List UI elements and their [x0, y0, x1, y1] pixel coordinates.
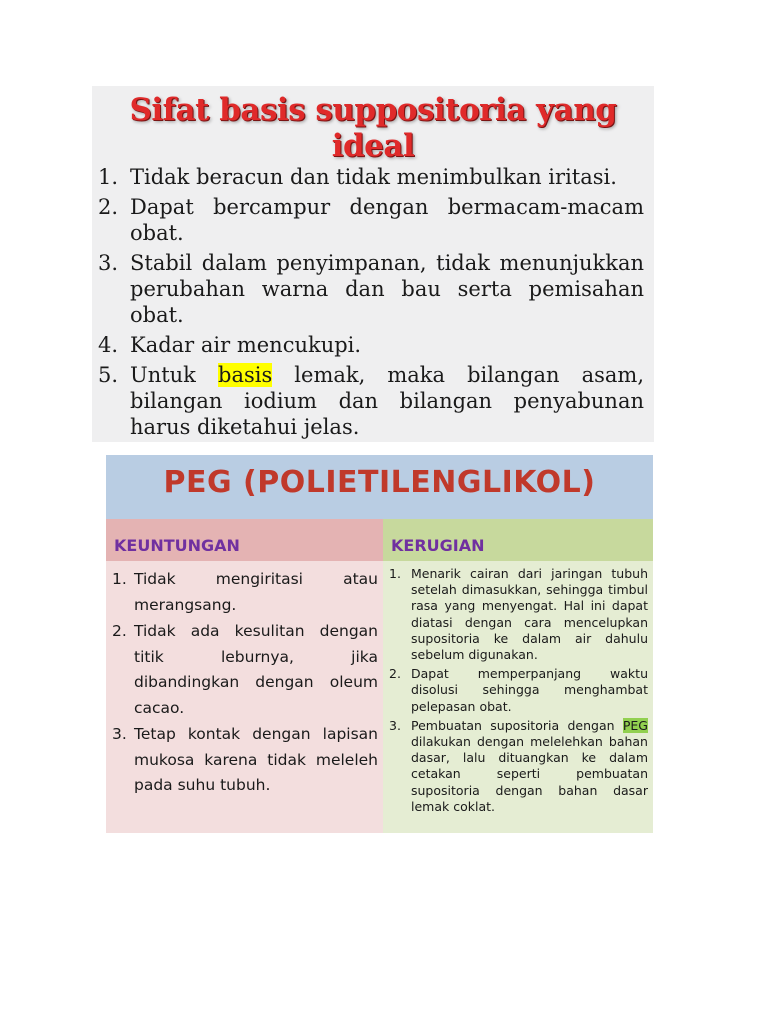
item-text: Tidak ada kesulitan dengan titik leburnya, jika dibandingkan dengan oleum cacao.	[134, 622, 378, 717]
item-text: Tetap kontak dengan lapisan mukosa karena tidak meleleh pada suhu tubuh.	[134, 725, 378, 794]
advantages-list	[112, 567, 378, 800]
item-number: 3.	[98, 251, 119, 275]
item-text-pre: Pembuatan supositoria dengan	[411, 717, 623, 733]
highlighted-word: basis	[218, 363, 273, 387]
list-item	[92, 332, 644, 358]
item-text: Tidak mengiritasi atau merangsang.	[134, 570, 378, 614]
advantages-column	[106, 519, 383, 833]
item-number: 2.	[389, 666, 401, 682]
item-text: Menarik cairan dari jaringan tubuh setelah dimasukkan, sehingga timbul rasa yang menyengat. Hal ini dapat diatasi dengan cara mencelupkan supositoria ke dalam air dahulu sebelum digunakan.	[411, 566, 648, 663]
peg-header	[106, 455, 653, 519]
item-text: Kadar air mencukupi.	[130, 333, 362, 357]
list-item	[112, 567, 378, 618]
list-item	[92, 250, 644, 328]
item-number: 2.	[112, 622, 127, 640]
item-text-post: lemak, maka bilangan asam, bilangan iodium dan bilangan penyabunan harus diketahui jelas.	[130, 363, 645, 439]
list-item	[112, 619, 378, 721]
disadvantages-list	[389, 566, 648, 818]
ideal-properties-list	[92, 164, 644, 444]
panel-title: Sifat basis suppositoria yang ideal	[129, 92, 617, 164]
disadvantages-column	[383, 519, 653, 833]
advantages-header	[106, 519, 383, 561]
peg-table	[106, 455, 653, 833]
list-item	[112, 722, 378, 799]
disadvantages-header	[383, 519, 653, 561]
item-text: Tidak beracun dan tidak menimbulkan iritasi.	[130, 165, 617, 189]
item-number: 3.	[112, 725, 127, 743]
advantages-heading: KEUNTUNGAN	[114, 536, 240, 555]
peg-title: PEG (POLIETILENGLIKOL)	[163, 465, 596, 500]
item-number: 2.	[98, 195, 119, 219]
item-text-pre: Untuk	[130, 363, 218, 387]
disadvantages-heading: KERUGIAN	[391, 536, 485, 555]
list-item	[92, 362, 644, 440]
list-item	[389, 566, 648, 663]
item-text	[411, 718, 648, 814]
item-text	[130, 363, 644, 439]
list-item	[92, 164, 644, 190]
item-number: 3.	[389, 717, 401, 733]
item-text: Stabil dalam penyimpanan, tidak menunjukkan perubahan warna dan bau serta pemisahan obat.	[130, 251, 644, 327]
highlighted-word: PEG	[622, 717, 648, 733]
item-text: Dapat memperpanjang waktu disolusi sehingga menghambat pelepasan obat.	[411, 666, 648, 714]
list-item	[389, 718, 648, 815]
item-number: 5.	[98, 363, 119, 387]
item-number: 1.	[112, 570, 127, 588]
item-text: Dapat bercampur dengan bermacam-macam obat.	[130, 195, 644, 245]
list-item	[92, 194, 644, 246]
item-number: 4.	[98, 333, 119, 357]
ideal-properties-panel	[92, 86, 654, 442]
list-item	[389, 666, 648, 715]
item-text-post: dilakukan dengan melelehkan bahan dasar, lalu dituangkan ke dalam cetakan seperti pembuatan supositoria dengan bahan dasar lemak coklat.	[411, 734, 648, 814]
item-number: 1.	[389, 566, 401, 581]
item-number: 1.	[98, 165, 119, 189]
